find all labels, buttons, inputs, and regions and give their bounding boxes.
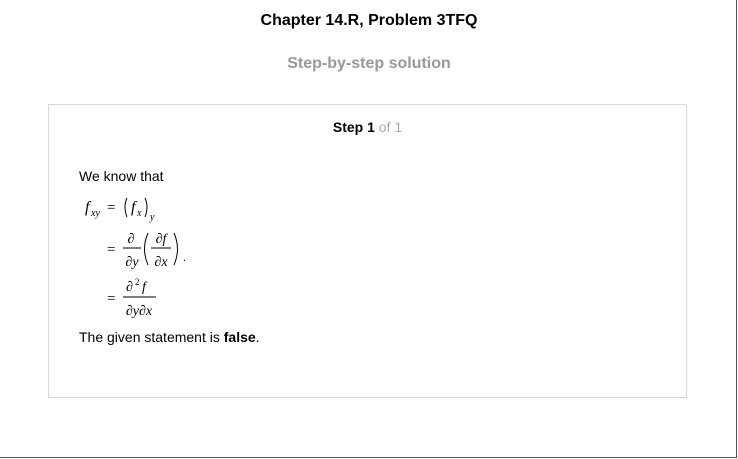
partial-yx-denom: ∂y∂x [125, 304, 153, 319]
trailing-dot: . [183, 250, 186, 264]
partial-x-denom: ∂x [154, 255, 168, 270]
paren-right-1 [145, 198, 147, 217]
lhs-f: f [85, 199, 90, 216]
solution-subtitle: Step-by-step solution [287, 55, 451, 72]
outer-sub: y [150, 212, 155, 223]
conclusion-prefix: The given statement is [79, 329, 224, 345]
paren-right-2 [174, 233, 178, 265]
step-count: of 1 [378, 119, 403, 135]
rhs-f: f [131, 199, 136, 216]
conclusion-answer: false [223, 329, 256, 345]
equals-2: = [107, 242, 116, 258]
paren-left-2 [145, 233, 149, 265]
partial-sq-exp: 2 [135, 277, 140, 287]
partial-f-numer: ∂f [155, 232, 167, 247]
partial-sq-f: f [142, 280, 146, 295]
conclusion-text [79, 329, 260, 345]
equals-1: = [107, 200, 116, 216]
equation-block [79, 193, 219, 328]
lhs-sub: xy [91, 208, 100, 219]
equals-3: = [107, 291, 116, 307]
page-title: Chapter 14.R, Problem 3TFQ [260, 12, 478, 29]
partial-numer: ∂ [127, 232, 135, 247]
rhs-sub: x [137, 208, 142, 219]
paren-left-1 [125, 198, 127, 217]
step-indicator [49, 119, 686, 135]
mixed-partial-equation [79, 193, 219, 323]
step-label: Step 1 [332, 119, 375, 135]
conclusion-suffix: . [255, 329, 260, 345]
solution-card [48, 104, 687, 398]
intro-text: We know that [79, 168, 164, 184]
partial-y-denom: ∂y [125, 255, 139, 270]
partial-sq-symbol: ∂ [126, 280, 133, 295]
